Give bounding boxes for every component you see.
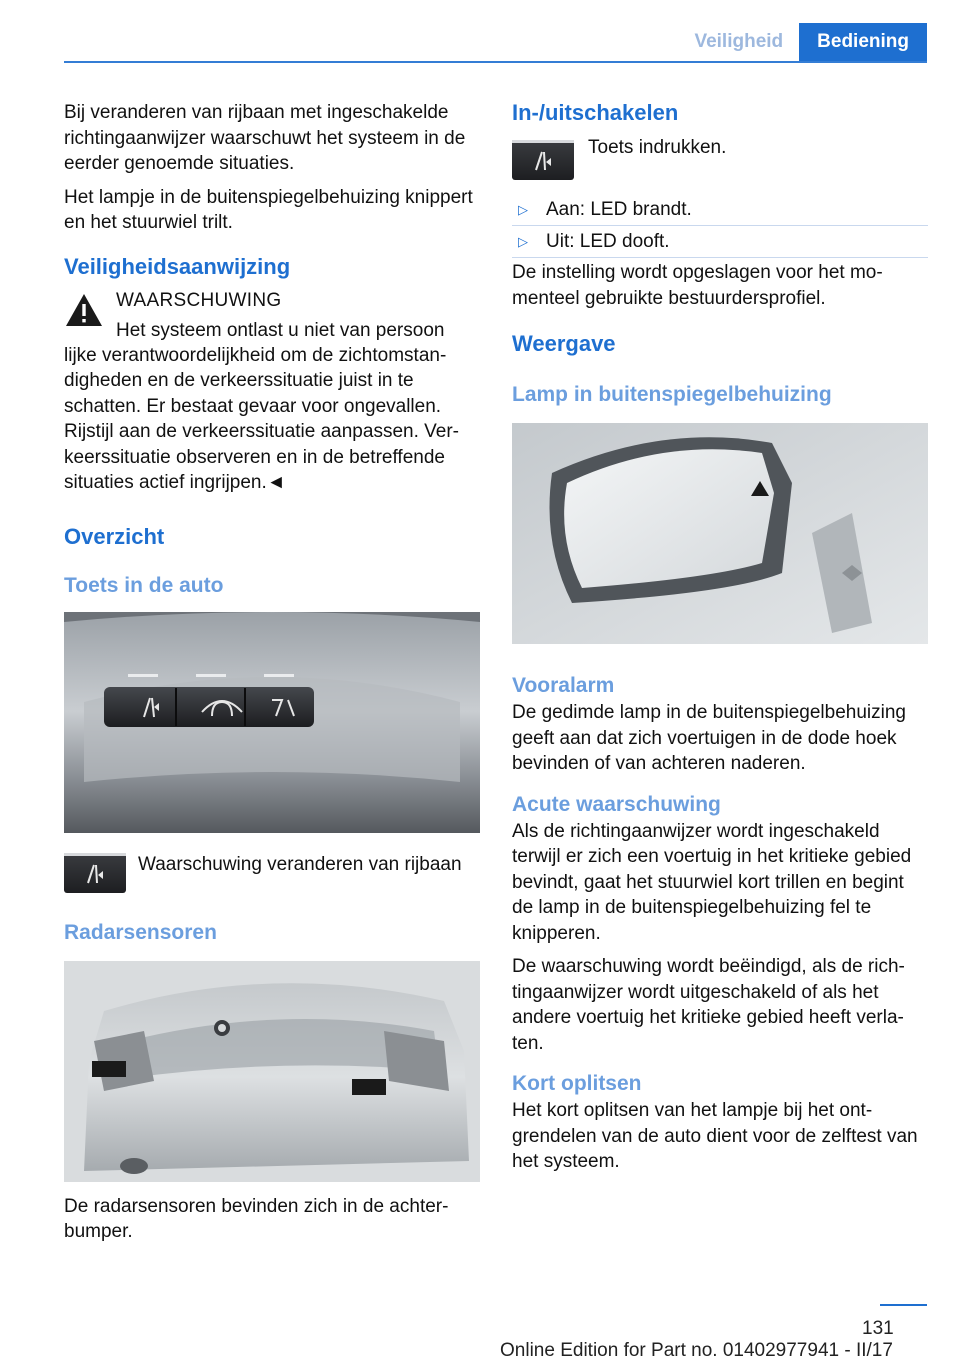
- page-number: 131: [862, 1318, 894, 1339]
- button-subheading: Toets in de auto: [64, 573, 224, 597]
- list-item: [512, 194, 928, 226]
- flash-heading: Kort oplitsen: [512, 1072, 642, 1095]
- tab-bediening[interactable]: Bediening: [799, 23, 927, 61]
- safety-heading: Veiligheidsaanwijzing: [64, 253, 291, 279]
- onoff-list: [512, 194, 928, 258]
- overview-heading: Overzicht: [64, 523, 165, 549]
- acute-text: Als de richtingaanwijzer wordt ingeschakeld terwijl er zich een voertuig in het kritieke gebied bevindt, gaat het stuurwiel kort trillen en begint de lamp in de buitenspiegelbehuizing fel te knipperen.: [512, 820, 912, 944]
- lamp-subheading: Lamp in buitenspiegelbehuizing: [512, 383, 832, 406]
- list-item-text: Uit: LED dooft.: [546, 231, 670, 252]
- header-rule: [64, 61, 927, 63]
- intro-paragraph-1: Bij veranderen van rijbaan met ingeschakelde richtingaanwijzer waarschuwt het systeem in de eerder genoemde situaties.: [64, 102, 466, 174]
- edition-line: Online Edition for Part no. 01402977941 - II/17: [500, 1340, 893, 1361]
- right-column: [512, 100, 928, 1183]
- button-legend: [64, 853, 480, 893]
- flash-text: Het kort oplitsen van het lampje bij het ontgrendelen van de auto dient voor de zelftest van het systeem.: [512, 1100, 918, 1172]
- onoff-heading: In-/uitschakelen: [512, 100, 679, 125]
- prealarm-text: De gedimde lamp in de buitenspiegelbehuizing geeft aan dat zich voertuigen in de dode hoek bevinden of van achteren naderen.: [512, 702, 906, 774]
- prealarm-heading: Vooralarm: [512, 674, 615, 697]
- press-button-row: [512, 136, 928, 180]
- mirror-photo: [512, 423, 928, 644]
- warning-first-line: Het systeem ontlast u niet van persoon: [116, 319, 445, 341]
- display-heading: Weergave: [512, 331, 616, 356]
- acute-heading: Acute waarschuwing: [512, 792, 721, 816]
- intro-paragraph-2: Het lampje in de buitenspiegelbehuizing knippert en het stuurwiel trilt.: [64, 186, 473, 233]
- lane-change-key-icon-2: [512, 140, 574, 180]
- list-item-text: Aan: LED brandt.: [546, 199, 692, 220]
- radar-photo: [64, 961, 480, 1182]
- header-tabs: [678, 23, 927, 61]
- warning-triangle-icon: [64, 292, 104, 328]
- warning-title: WAARSCHUWING: [116, 289, 282, 311]
- button-caption: Waarschuwing veranderen van rijbaan: [138, 853, 462, 875]
- lane-change-key-icon: [64, 853, 126, 893]
- left-column: [64, 100, 480, 1253]
- acute-text-2: De waarschuwing wordt beëindigd, als de richtingaanwijzer wordt uitgeschakeld of als het andere voertuig het kritieke gebied heeft verlaten.: [512, 956, 905, 1054]
- triangle-bullet-icon: ▷: [518, 202, 528, 217]
- press-button-text: Toets indrukken.: [588, 137, 727, 158]
- radar-text: De radarsensoren bevinden zich in de achterbumper.: [64, 1195, 449, 1242]
- radar-subheading: Radarsensoren: [64, 920, 217, 944]
- tab-veiligheid[interactable]: Veiligheid: [694, 31, 784, 52]
- warning-block: [64, 288, 480, 496]
- footer-rule: [880, 1304, 927, 1306]
- list-item: [512, 226, 928, 258]
- saved-text: De instelling wordt opgeslagen voor het momenteel gebruikte bestuurdersprofiel.: [512, 262, 883, 309]
- buttons-photo: [64, 612, 480, 833]
- triangle-bullet-icon: ▷: [518, 234, 528, 249]
- warning-text: lijke verantwoordelijkheid om de zichtomstandigheden en de verkeerssituatie juist in te schatten. Er bestaat gevaar voor ongevallen. Rijstijl aan de verkeerssituatie aanpassen. Verkeerssituatie observeren en in de betreffende situaties actief ingrijpen.◄: [64, 344, 459, 493]
